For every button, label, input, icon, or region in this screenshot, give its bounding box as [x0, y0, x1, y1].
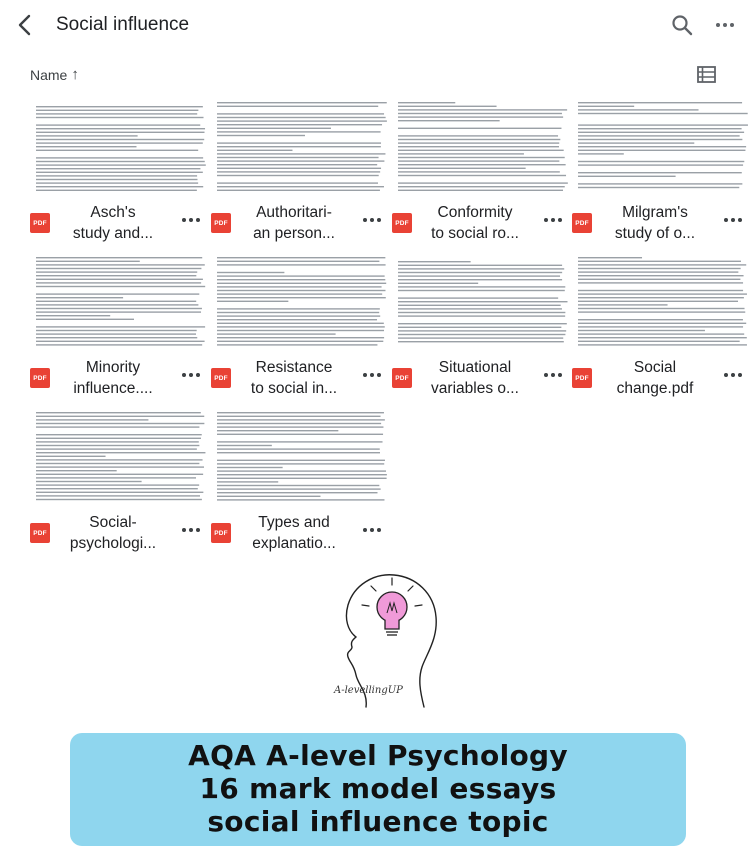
thumbnail-text-line — [36, 301, 196, 302]
thumbnail-text-line — [217, 168, 381, 169]
thumbnail-text-line — [36, 279, 203, 280]
thumbnail-text-line — [398, 128, 561, 129]
thumbnail-text-line — [217, 124, 382, 125]
thumbnail-text-line — [217, 470, 386, 471]
thumbnail-text-line — [217, 157, 379, 158]
thumbnail-text-line — [398, 312, 565, 313]
file-card[interactable] — [211, 98, 391, 258]
thumbnail-text-line — [578, 183, 742, 184]
thumbnail-text-line — [578, 113, 748, 114]
thumbnail-text-line — [398, 265, 562, 266]
thumbnail-text-line — [36, 477, 196, 478]
file-name: Types and explanatio... — [252, 514, 336, 552]
thumbnail-text-line — [217, 460, 385, 461]
thumbnail-text-line — [217, 301, 288, 302]
sort-label: Name — [30, 66, 68, 83]
file-name: Minority influence.... — [73, 359, 153, 397]
thumbnail-text-line — [36, 146, 137, 147]
thumbnail-text-line — [36, 438, 201, 439]
thumbnail-text-line — [217, 286, 382, 287]
thumbnail-text-line — [398, 190, 563, 191]
file-name: Resistance to social in... — [250, 359, 338, 397]
file-card[interactable] — [211, 408, 391, 568]
thumbnail-text-line — [217, 341, 383, 342]
thumbnail-text-line — [398, 171, 560, 172]
lightbulb-head-logo — [328, 567, 450, 717]
thumbnail-text-line — [398, 164, 566, 165]
thumbnail-text-line — [217, 146, 381, 147]
file-thumbnail — [30, 408, 210, 502]
pdf-icon: PDF — [392, 213, 412, 233]
thumbnail-text-line — [217, 135, 305, 136]
thumbnail-text-line — [578, 128, 742, 129]
thumbnail-text-line — [398, 153, 524, 154]
pdf-icon: PDF — [572, 213, 592, 233]
thumbnail-text-line — [398, 334, 565, 335]
thumbnail-text-line — [36, 344, 202, 345]
thumbnail-text-line — [36, 456, 106, 457]
thumbnail-text-line — [217, 150, 292, 151]
file-thumbnail — [211, 408, 391, 502]
thumbnail-text-line — [36, 419, 148, 420]
thumbnail-text-line — [36, 311, 201, 312]
thumbnail-text-line — [398, 297, 558, 298]
thumbnail-text-line — [578, 264, 746, 265]
thumbnail-text-line — [578, 337, 747, 338]
file-thumbnail — [211, 253, 391, 347]
pdf-icon: PDF — [30, 213, 50, 233]
thumbnail-text-line — [578, 164, 743, 165]
banner-line-2: 16 mark model essays — [199, 772, 557, 805]
page-title: Social influence — [56, 14, 190, 35]
thumbnail-text-line — [36, 330, 197, 331]
file-more-button[interactable] — [722, 210, 744, 230]
thumbnail-text-line — [578, 301, 738, 302]
pdf-icon: PDF — [211, 523, 231, 543]
thumbnail-text-line — [36, 297, 123, 298]
thumbnail-text-line — [217, 478, 387, 479]
promo-banner — [70, 733, 686, 846]
thumbnail-text-line — [217, 182, 378, 183]
thumbnail-text-line — [36, 319, 134, 320]
thumbnail-text-line — [36, 308, 202, 309]
file-card[interactable] — [30, 408, 210, 568]
thumbnail-text-line — [578, 124, 748, 125]
thumbnail-text-line — [578, 142, 694, 143]
file-name: Social- psychologi... — [69, 514, 157, 552]
thumbnail-text-line — [217, 308, 380, 309]
thumbnail-text-line — [578, 308, 745, 309]
thumbnail-text-line — [36, 128, 205, 129]
thumbnail-text-line — [217, 297, 386, 298]
thumbnail-text-line — [217, 496, 320, 497]
file-name: Milgram's study of o... — [614, 204, 696, 242]
thumbnail-text-line — [398, 327, 561, 328]
thumbnail-text-line — [578, 268, 741, 269]
thumbnail-text-line — [217, 106, 378, 107]
thumbnail-text-line — [398, 186, 565, 187]
file-card[interactable] — [30, 98, 210, 258]
thumbnail-text-line — [398, 150, 564, 151]
thumbnail-text-line — [217, 275, 385, 276]
thumbnail-text-line — [36, 452, 205, 453]
thumbnail-text-line — [217, 175, 379, 176]
thumbnail-text-line — [217, 430, 338, 431]
file-card[interactable] — [392, 253, 572, 413]
pdf-icon: PDF — [30, 523, 50, 543]
thumbnail-text-line — [36, 326, 205, 327]
thumbnail-text-line — [578, 135, 740, 136]
thumbnail-text-line — [36, 282, 201, 283]
thumbnail-text-line — [398, 182, 568, 183]
file-thumbnail — [572, 253, 750, 347]
thumbnail-text-line — [36, 341, 205, 342]
file-thumbnail — [30, 253, 210, 347]
thumbnail-text-line — [217, 441, 383, 442]
thumbnail-text-line — [217, 423, 381, 424]
pdf-icon: PDF — [392, 368, 412, 388]
thumbnail-text-line — [36, 139, 204, 140]
pdf-icon: PDF — [572, 368, 592, 388]
banner-line-1: AQA A-level Psychology — [188, 739, 568, 772]
file-more-button[interactable] — [180, 365, 202, 385]
thumbnail-text-line — [578, 146, 746, 147]
thumbnail-text-line — [578, 333, 744, 334]
thumbnail-text-line — [36, 182, 198, 183]
thumbnail-text-line — [578, 172, 742, 173]
thumbnail-text-line — [398, 272, 562, 273]
thumbnail-text-line — [217, 323, 384, 324]
thumbnail-text-line — [398, 308, 562, 309]
file-card[interactable] — [211, 253, 391, 413]
file-name: Situational variables o... — [431, 359, 519, 397]
thumbnail-text-line — [36, 412, 201, 413]
thumbnail-text-line — [578, 187, 739, 188]
file-name: Asch's study and... — [72, 204, 154, 242]
thumbnail-text-line — [217, 120, 387, 121]
thumbnail-text-line — [398, 341, 564, 342]
thumbnail-text-line — [217, 315, 380, 316]
thumbnail-text-line — [217, 426, 383, 427]
thumbnail-text-line — [36, 466, 204, 467]
thumbnail-text-line — [36, 492, 203, 493]
thumbnail-text-line — [398, 157, 565, 158]
thumbnail-text-line — [36, 333, 196, 334]
thumbnail-text-line — [398, 175, 566, 176]
logo-text: A-levellingUP — [334, 685, 403, 696]
thumbnail-text-line — [578, 161, 744, 162]
thumbnail-text-line — [217, 142, 381, 143]
thumbnail-text-line — [398, 113, 562, 114]
file-card[interactable] — [572, 98, 750, 258]
thumbnail-text-line — [578, 275, 744, 276]
thumbnail-text-line — [36, 481, 142, 482]
thumbnail-text-line — [398, 135, 558, 136]
thumbnail-text-line — [578, 323, 746, 324]
thumbnail-text-line — [217, 481, 278, 482]
thumbnail-text-line — [398, 146, 559, 147]
thumbnail-text-line — [578, 153, 624, 154]
thumbnail-text-line — [36, 110, 198, 111]
thumbnail-text-line — [578, 176, 676, 177]
thumbnail-text-line — [217, 344, 377, 345]
thumbnail-text-line — [36, 304, 198, 305]
file-name: Authoritari- an person... — [253, 204, 335, 242]
thumbnail-text-line — [217, 131, 381, 132]
thumbnail-text-line — [217, 102, 387, 103]
thumbnail-text-line — [398, 305, 561, 306]
thumbnail-text-line — [36, 268, 201, 269]
thumbnail-text-line — [217, 257, 385, 258]
thumbnail-text-line — [578, 106, 634, 107]
thumbnail-text-line — [398, 261, 471, 262]
file-more-button[interactable] — [722, 365, 744, 385]
thumbnail-text-line — [36, 113, 197, 114]
thumbnail-text-line — [36, 135, 138, 136]
thumbnail-text-line — [398, 120, 500, 121]
thumbnail-text-line — [36, 463, 199, 464]
thumbnail-text-line — [36, 172, 203, 173]
thumbnail-text-line — [217, 290, 385, 291]
thumbnail-text-line — [36, 426, 199, 427]
thumbnail-text-line — [217, 190, 380, 191]
thumbnail-text-line — [217, 293, 382, 294]
thumbnail-text-line — [578, 282, 743, 283]
thumbnail-text-line — [36, 124, 200, 125]
thumbnail-text-line — [578, 139, 742, 140]
thumbnail-text-line — [398, 106, 497, 107]
thumbnail-text-line — [217, 164, 377, 165]
thumbnail-text-line — [36, 315, 110, 316]
thumbnail-text-line — [217, 283, 386, 284]
thumbnail-text-line — [398, 102, 455, 103]
thumbnail-text-line — [36, 190, 197, 191]
thumbnail-text-line — [217, 416, 381, 417]
file-card[interactable] — [30, 253, 210, 413]
thumbnail-text-line — [217, 186, 384, 187]
thumbnail-text-line — [217, 113, 384, 114]
thumbnail-text-line — [578, 102, 742, 103]
thumbnail-text-line — [36, 484, 199, 485]
thumbnail-text-line — [578, 293, 747, 294]
thumbnail-text-line — [578, 311, 745, 312]
thumbnail-text-line — [36, 416, 204, 417]
thumbnail-text-line — [217, 445, 272, 446]
thumbnail-text-line — [36, 161, 205, 162]
thumbnail-text-line — [36, 142, 203, 143]
thumbnail-text-line — [36, 470, 117, 471]
thumbnail-text-line — [217, 312, 379, 313]
thumbnail-text-line — [578, 326, 743, 327]
thumbnail-text-line — [398, 286, 565, 287]
thumbnail-text-line — [36, 132, 205, 133]
file-name: Social change.pdf — [616, 359, 694, 397]
thumbnail-text-line — [398, 168, 526, 169]
file-more-button[interactable] — [542, 365, 564, 385]
thumbnail-text-line — [578, 344, 747, 345]
thumbnail-text-line — [36, 117, 204, 118]
thumbnail-text-line — [398, 160, 559, 161]
thumbnail-text-line — [578, 341, 740, 342]
thumbnail-text-line — [36, 106, 203, 107]
thumbnail-text-line — [217, 499, 384, 500]
thumbnail-text-line — [36, 293, 199, 294]
thumbnail-text-line — [217, 264, 386, 265]
thumbnail-text-line — [217, 326, 385, 327]
thumbnail-text-line — [398, 275, 560, 276]
thumbnail-text-line — [217, 419, 385, 420]
thumbnail-text-line — [36, 286, 205, 287]
file-more-button[interactable] — [361, 210, 383, 230]
thumbnail-text-line — [578, 271, 738, 272]
thumbnail-text-line — [578, 261, 741, 262]
thumbnail-text-line — [217, 448, 380, 449]
thumbnail-text-line — [578, 150, 745, 151]
thumbnail-text-line — [217, 153, 385, 154]
thumbnail-text-line — [36, 337, 197, 338]
thumbnail-text-line — [36, 164, 206, 165]
thumbnail-text-line — [36, 474, 203, 475]
file-more-button[interactable] — [180, 210, 202, 230]
thumbnail-text-line — [217, 330, 384, 331]
thumbnail-text-line — [217, 488, 381, 489]
thumbnail-text-line — [36, 423, 204, 424]
thumbnail-text-line — [217, 434, 383, 435]
pdf-icon: PDF — [211, 213, 231, 233]
thumbnail-text-line — [217, 319, 377, 320]
thumbnail-text-line — [217, 117, 386, 118]
thumbnail-text-line — [578, 304, 668, 305]
thumbnail-text-line — [217, 412, 384, 413]
thumbnail-text-line — [578, 132, 744, 133]
thumbnail-text-line — [398, 315, 565, 316]
thumbnail-text-line — [36, 434, 202, 435]
file-name: Conformity to social ro... — [431, 204, 519, 242]
thumbnail-text-line — [578, 297, 744, 298]
thumbnail-text-line — [398, 268, 564, 269]
thumbnail-text-line — [36, 271, 197, 272]
thumbnail-text-line — [578, 109, 699, 110]
file-more-button[interactable] — [361, 520, 383, 540]
file-thumbnail — [572, 98, 750, 192]
file-card[interactable] — [572, 253, 750, 413]
thumbnail-text-line — [217, 474, 387, 475]
thumbnail-text-line — [578, 319, 743, 320]
thumbnail-text-line — [398, 279, 562, 280]
thumbnail-text-line — [36, 488, 198, 489]
thumbnail-text-line — [398, 116, 563, 117]
thumbnail-text-line — [217, 333, 336, 334]
file-thumbnail — [392, 98, 572, 192]
thumbnail-text-line — [578, 279, 740, 280]
thumbnail-text-line — [217, 279, 385, 280]
thumbnail-text-line — [398, 139, 560, 140]
thumbnail-text-line — [217, 467, 283, 468]
thumbnail-text-line — [217, 485, 379, 486]
thumbnail-text-line — [36, 150, 198, 151]
thumbnail-text-line — [398, 142, 559, 143]
file-thumbnail — [211, 98, 391, 192]
thumbnail-text-line — [578, 257, 642, 258]
thumbnail-text-line — [36, 186, 203, 187]
thumbnail-text-line — [36, 445, 199, 446]
file-thumbnail — [30, 98, 210, 192]
thumbnail-text-line — [36, 459, 203, 460]
thumbnail-text-line — [217, 492, 377, 493]
thumbnail-text-line — [398, 301, 568, 302]
thumbnail-text-line — [36, 495, 200, 496]
pdf-icon: PDF — [211, 368, 231, 388]
thumbnail-text-line — [217, 337, 384, 338]
thumbnail-text-line — [398, 337, 563, 338]
thumbnail-text-line — [36, 499, 202, 500]
thumbnail-text-line — [217, 128, 331, 129]
thumbnail-text-line — [36, 264, 205, 265]
file-more-button[interactable] — [361, 365, 383, 385]
thumbnail-text-line — [36, 448, 197, 449]
thumbnail-text-line — [217, 452, 380, 453]
thumbnail-text-line — [217, 160, 384, 161]
file-thumbnail — [392, 253, 572, 347]
thumbnail-text-line — [578, 290, 743, 291]
thumbnail-text-line — [578, 330, 705, 331]
thumbnail-text-line — [217, 171, 380, 172]
arrow-up-icon: ↑ — [71, 66, 79, 83]
thumbnail-text-line — [36, 175, 197, 176]
thumbnail-text-line — [217, 463, 384, 464]
thumbnail-text-line — [36, 257, 202, 258]
banner-line-3: social influence topic — [207, 805, 549, 838]
thumbnail-text-line — [36, 157, 203, 158]
thumbnail-text-line — [36, 179, 197, 180]
thumbnail-text-line — [36, 168, 200, 169]
thumbnail-text-line — [398, 109, 567, 110]
thumbnail-text-line — [36, 275, 196, 276]
thumbnail-text-line — [217, 261, 379, 262]
thumbnail-text-line — [398, 290, 565, 291]
thumbnail-text-line — [398, 323, 567, 324]
file-more-button[interactable] — [542, 210, 564, 230]
file-card[interactable] — [392, 98, 572, 258]
thumbnail-text-line — [36, 441, 199, 442]
thumbnail-text-line — [398, 330, 566, 331]
pdf-icon: PDF — [30, 368, 50, 388]
file-more-button[interactable] — [180, 520, 202, 540]
thumbnail-text-line — [36, 261, 140, 262]
thumbnail-text-line — [217, 272, 284, 273]
thumbnail-text-line — [398, 283, 478, 284]
